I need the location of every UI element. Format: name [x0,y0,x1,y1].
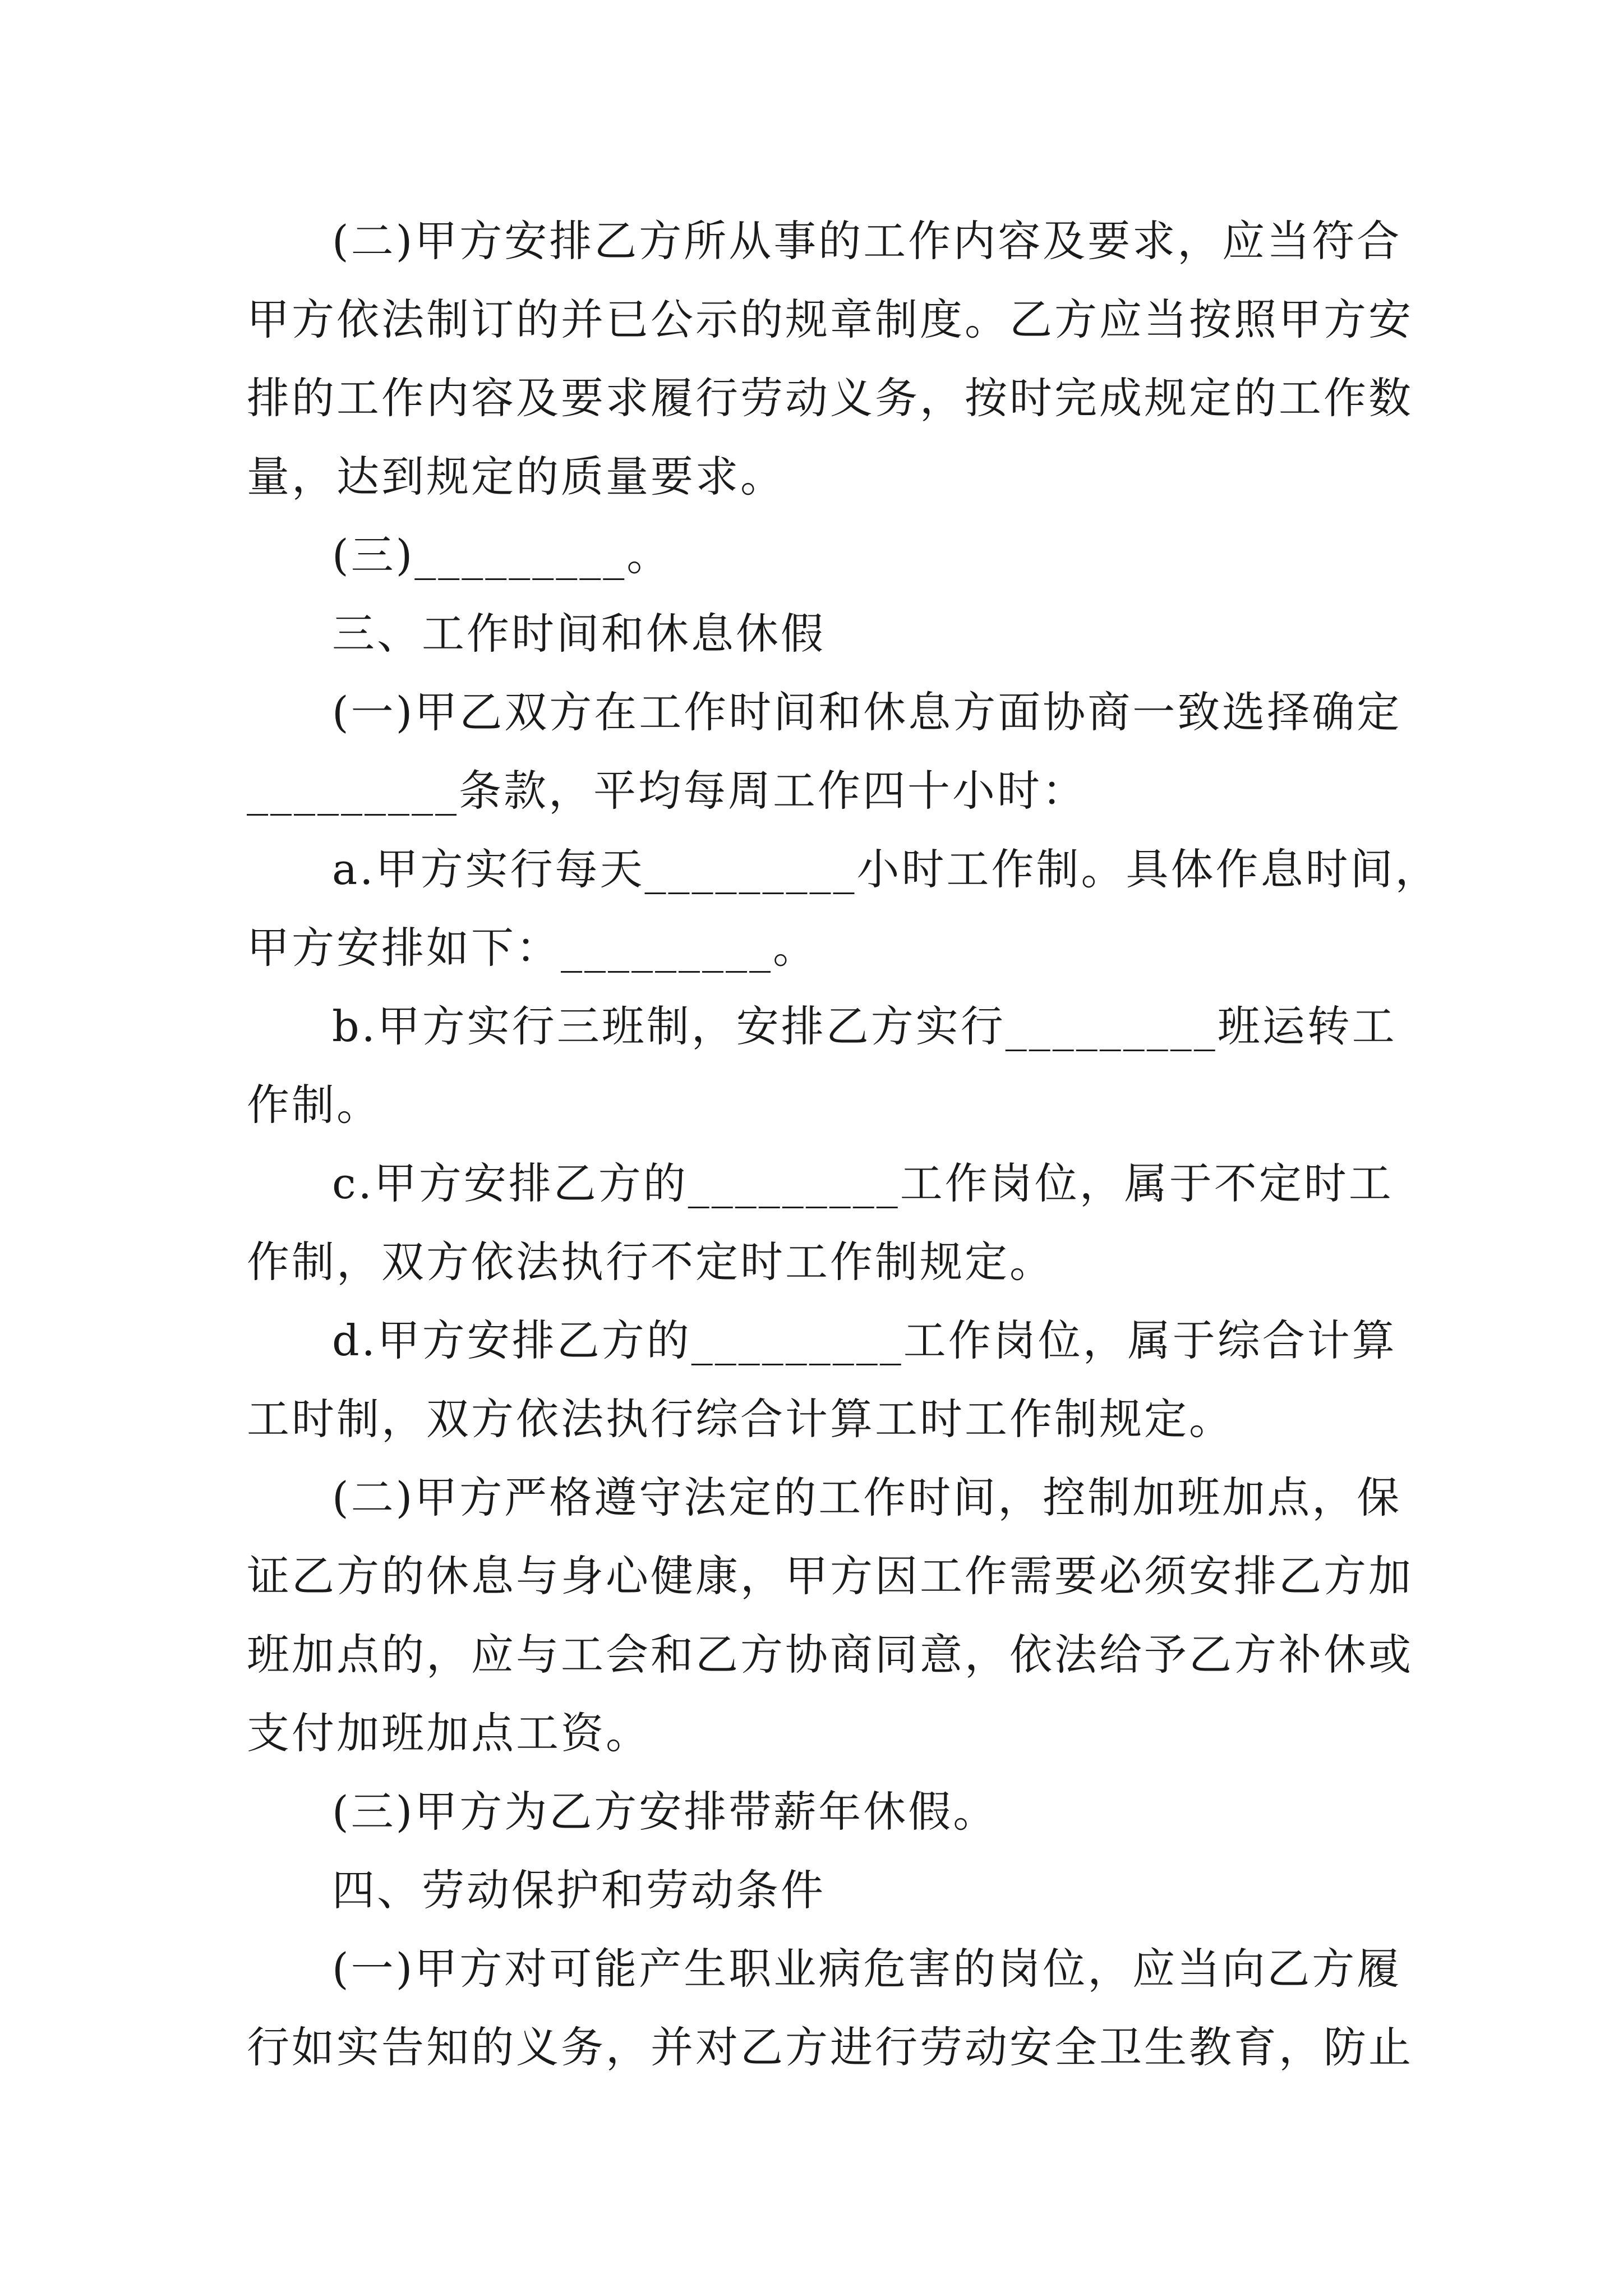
paragraph-line: 班加点的，应与工会和乙方协商同意，依法给予乙方补休或 [247,1630,1413,1680]
paragraph-line: 行如实告知的义务，并对乙方进行劳动安全卫生教育，防止 [247,2022,1413,2072]
paragraph-line: b.甲方实行三班制，安排乙方实行_________班运转工 [332,1001,1397,1051]
paragraph-line: (三)甲方为乙方安排带薪年休假。 [332,1787,998,1837]
paragraph-line: (一)甲方对可能产生职业病危害的岗位，应当向乙方履 [332,1944,1402,1994]
paragraph-line: 作制，双方依法执行不定时工作制规定。 [247,1237,1054,1287]
paragraph-line: 量，达到规定的质量要求。 [247,452,785,501]
paragraph-line: 支付加班加点工资。 [247,1708,651,1758]
paragraph-line: 作制。 [247,1080,381,1130]
section-heading: 四、劳动保护和劳动条件 [332,1865,826,1915]
paragraph-line: (三)_________。 [332,530,672,580]
paragraph-line: 证乙方的休息与身心健康，甲方因工作需要必须安排乙方加 [247,1551,1413,1601]
paragraph-line: d.甲方安排乙方的_________工作岗位，属于综合计算 [332,1315,1397,1365]
section-heading: 三、工作时间和休息休假 [332,609,826,659]
paragraph-line: c.甲方安排乙方的_________工作岗位，属于不定时工 [332,1158,1394,1208]
paragraph-line: _________条款，平均每周工作四十小时： [247,766,1087,816]
paragraph-line: (二)甲方安排乙方所从事的工作内容及要求，应当符合 [332,216,1402,266]
document-body [247,202,1440,2087]
paragraph-line: (二)甲方严格遵守法定的工作时间，控制加班加点，保 [332,1473,1402,1522]
paragraph-line: (一)甲乙双方在工作时间和休息方面协商一致选择确定 [332,687,1402,737]
paragraph-line: 甲方依法制订的并已公示的规章制度。乙方应当按照甲方安 [247,295,1413,344]
paragraph-line: a.甲方实行每天_________小时工作制。具体作息时间， [332,844,1440,894]
paragraph-line: 排的工作内容及要求履行劳动义务，按时完成规定的工作数 [247,373,1413,423]
paragraph-line: 甲方安排如下：_________。 [247,923,818,973]
paragraph-line: 工时制，双方依法执行综合计算工时工作制规定。 [247,1394,1234,1444]
